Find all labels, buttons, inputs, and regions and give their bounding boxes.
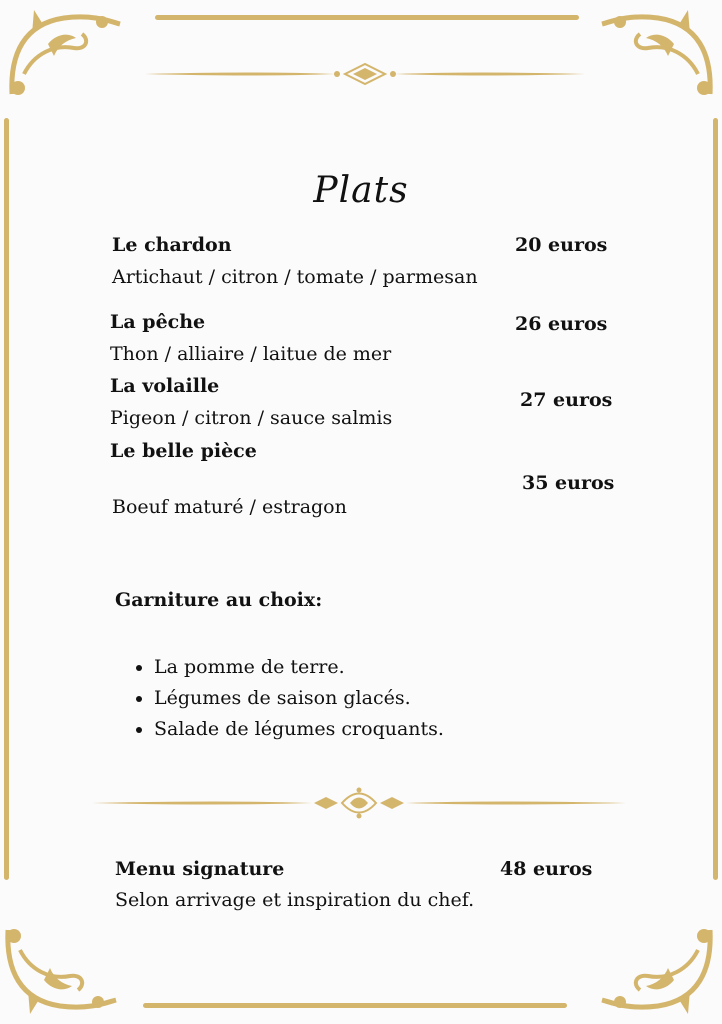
signature-price: 48 euros (500, 858, 593, 880)
dish-name: La volaille (110, 375, 220, 397)
left-border-line (4, 118, 9, 880)
corner-ornament-bottom-left (0, 924, 120, 1020)
dish-description: Boeuf maturé / estragon (112, 496, 347, 518)
garniture-list (118, 652, 444, 745)
page-title: Plats (313, 170, 409, 211)
dish-price: 27 euros (520, 389, 613, 411)
top-border-line (155, 15, 579, 20)
dish-price: 20 euros (515, 234, 608, 256)
middle-divider-ornament (92, 786, 626, 822)
dish-description: Thon / alliaire / laitue de mer (110, 343, 392, 365)
right-border-line (713, 118, 718, 880)
list-item: • La pomme de terre. (154, 652, 444, 683)
corner-ornament-bottom-right (598, 924, 718, 1020)
corner-ornament-top-right (598, 4, 718, 100)
dish-name: Le chardon (112, 234, 232, 256)
dish-description: Artichaut / citron / tomate / parmesan (112, 266, 478, 288)
list-item: • Légumes de saison glacés. (154, 683, 444, 714)
dish-name: La pêche (110, 311, 206, 333)
dish-price: 26 euros (515, 313, 608, 335)
garniture-heading: Garniture au choix: (115, 589, 323, 611)
dish-price: 35 euros (522, 472, 615, 494)
signature-description: Selon arrivage et inspiration du chef. (115, 889, 475, 911)
list-item: • Salade de légumes croquants. (154, 714, 444, 745)
bottom-border-line (143, 1003, 567, 1008)
dish-name: Le belle pièce (110, 440, 257, 462)
signature-name: Menu signature (115, 858, 285, 880)
top-divider-ornament (145, 62, 585, 86)
corner-ornament-top-left (4, 4, 124, 100)
dish-description: Pigeon / citron / sauce salmis (110, 407, 393, 429)
